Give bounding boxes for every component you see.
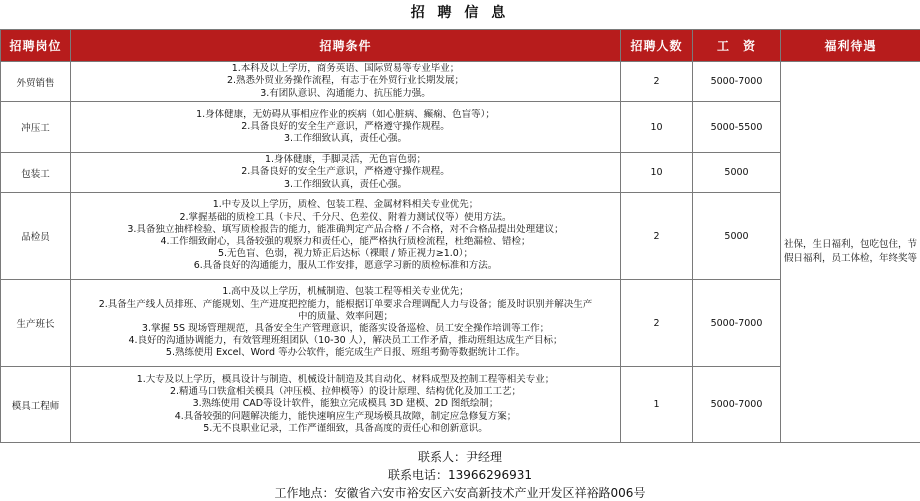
salary-cell: 5000	[693, 153, 781, 193]
condition-line: 3.熟练使用 CAD等设计软件，能独立完成模具 3D 建模、2D 图纸绘制；	[71, 398, 620, 410]
conditions-cell	[71, 367, 621, 443]
header-conditions: 招聘条件	[71, 30, 621, 62]
recruitment-table	[0, 29, 920, 443]
condition-line: 3.工作细致认真，责任心强。	[71, 133, 620, 145]
condition-line: 4.具备较强的问题解决能力，能快速响应生产现场模具故障，制定应急修复方案；	[71, 411, 620, 423]
position-cell: 生产班长	[1, 280, 71, 367]
condition-line: 5.熟练使用 Excel、Word 等办公软件，能完成生产日报、班组考勤等数据统计工作。	[71, 347, 620, 359]
condition-line: 4.工作细致耐心，具备较强的观察力和责任心，能严格执行质检流程，杜绝漏检、错检；	[71, 236, 620, 248]
condition-line: 1.中专及以上学历，质检、包装工程、金属材料相关专业优先；	[71, 199, 620, 211]
header-salary: 工 资	[693, 30, 781, 62]
salary-cell: 5000-7000	[693, 367, 781, 443]
count-cell: 2	[621, 280, 693, 367]
condition-line: 1.大专及以上学历，模具设计与制造、机械设计制造及其自动化、材料成型及控制工程等相关专业；	[71, 374, 620, 386]
condition-line: 5.无色盲、色弱，视力矫正后达标（裸眼 / 矫正视力≥1.0）；	[71, 248, 620, 260]
salary-cell: 5000-7000	[693, 280, 781, 367]
header-benefits: 福利待遇	[781, 30, 920, 62]
condition-line: 中的质量、效率问题；	[71, 311, 620, 323]
table-header-row	[1, 30, 920, 62]
position-cell: 模具工程师	[1, 367, 71, 443]
conditions-cell	[71, 153, 621, 193]
conditions-cell	[71, 102, 621, 153]
count-cell: 2	[621, 193, 693, 280]
condition-line: 2.熟悉外贸业务操作流程，有志于在外贸行业长期发展；	[71, 75, 620, 87]
condition-line: 4.良好的沟通协调能力，有效管理班组团队（10-30 人），解决员工工作矛盾，推动班组达成生产目标；	[71, 335, 620, 347]
conditions-cell	[71, 62, 621, 102]
conditions-cell	[71, 193, 621, 280]
position-cell: 冲压工	[1, 102, 71, 153]
condition-line: 2.精通马口铁盒相关模具（冲压模、拉伸模等）的设计原理、结构优化及加工工艺；	[71, 386, 620, 398]
header-position: 招聘岗位	[1, 30, 71, 62]
condition-line: 2.具备生产线人员排班、产能规划、生产进度把控能力，能根据订单要求合理调配人力与设备；能及时识别并解决生产	[71, 299, 620, 311]
count-cell: 10	[621, 102, 693, 153]
condition-line: 2.具备良好的安全生产意识，严格遵守操作规程。	[71, 166, 620, 178]
count-cell: 10	[621, 153, 693, 193]
position-cell: 外贸销售	[1, 62, 71, 102]
condition-line: 3.有团队意识、沟通能力、抗压能力强。	[71, 88, 620, 100]
table-row	[1, 62, 920, 102]
header-count: 招聘人数	[621, 30, 693, 62]
condition-line: 1.身体健康，手脚灵活，无色盲色弱；	[71, 154, 620, 166]
benefits-cell: 社保，生日福利，包吃包住，节假日福利，员工体检，年终奖等	[781, 62, 920, 443]
condition-line: 3.工作细致认真，责任心强。	[71, 179, 620, 191]
position-cell: 包装工	[1, 153, 71, 193]
condition-line: 5.无不良职业记录，工作严谨细致，具备高度的责任心和创新意识。	[71, 423, 620, 435]
condition-line: 1.本科及以上学历，商务英语、国际贸易等专业毕业；	[71, 63, 620, 75]
condition-line: 2.掌握基础的质检工具（卡尺、千分尺、色差仪、附着力测试仪等）使用方法。	[71, 212, 620, 224]
contact-person: 联系人：尹经理	[0, 448, 920, 465]
condition-line: 6.具备良好的沟通能力，服从工作安排，愿意学习新的质检标准和方法。	[71, 260, 620, 272]
page-title: 招 聘 信 息	[0, 0, 920, 28]
position-cell: 品检员	[1, 193, 71, 280]
count-cell: 1	[621, 367, 693, 443]
condition-line: 3.具备独立抽样检验、填写质检报告的能力，能准确判定产品合格 / 不合格，对不合格品提出处理建议；	[71, 224, 620, 236]
contact-phone: 联系电话：13966296931	[0, 466, 920, 483]
conditions-cell	[71, 280, 621, 367]
salary-cell: 5000-5500	[693, 102, 781, 153]
condition-line: 2.具备良好的安全生产意识，严格遵守操作规程。	[71, 121, 620, 133]
salary-cell: 5000	[693, 193, 781, 280]
condition-line: 1.高中及以上学历，机械制造、包装工程等相关专业优先；	[71, 286, 620, 298]
condition-line: 1.身体健康，无妨碍从事相应作业的疾病（如心脏病、癫痫、色盲等）；	[71, 109, 620, 121]
work-address: 工作地点：安徽省六安市裕安区六安高新技术产业开发区祥裕路006号	[0, 484, 920, 501]
count-cell: 2	[621, 62, 693, 102]
salary-cell: 5000-7000	[693, 62, 781, 102]
condition-line: 3.掌握 5S 现场管理规范，具备安全生产管理意识，能落实设备巡检、员工安全操作培训等工作；	[71, 323, 620, 335]
